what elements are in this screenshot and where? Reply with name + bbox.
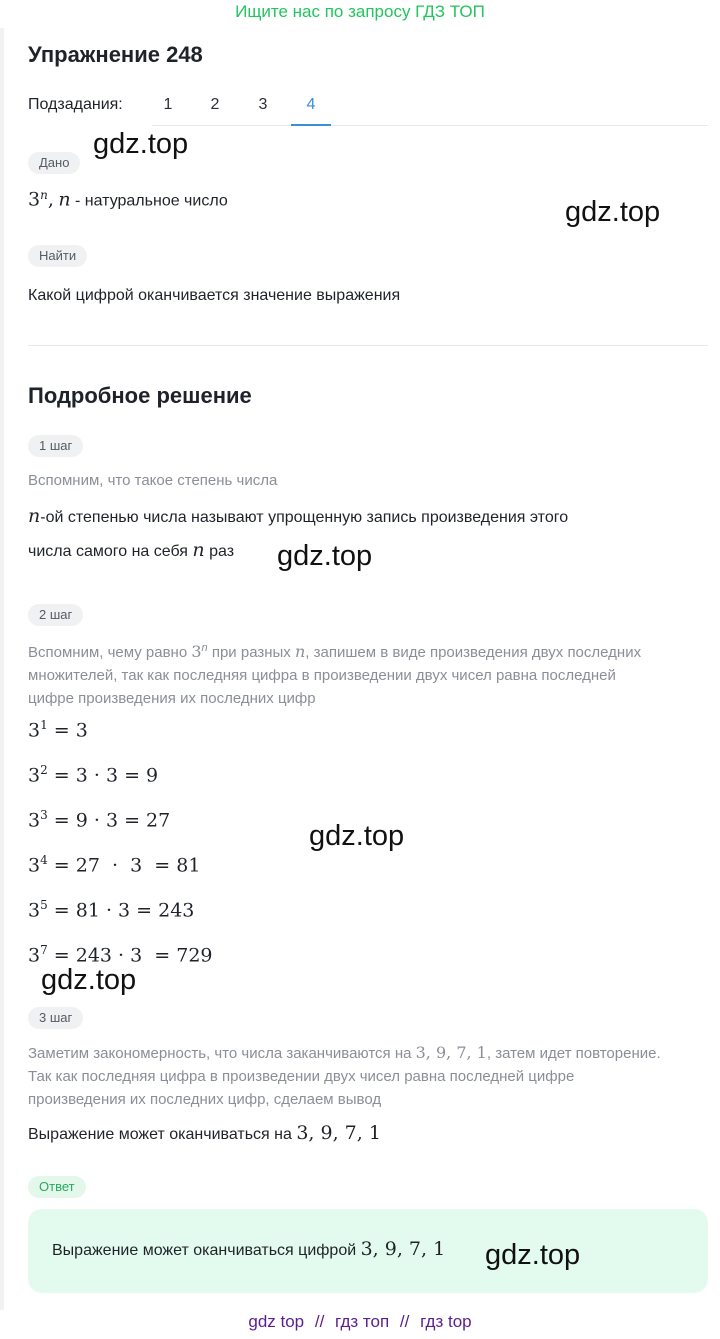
find-pill: Найти [28, 245, 87, 267]
watermark-text: gdz.top [277, 540, 373, 572]
equation-1-base: 3 [28, 719, 41, 742]
step1-hint: Вспомним, что такое степень числа [28, 472, 278, 489]
step1-section [28, 435, 83, 457]
step1-line2-text-b: раз [204, 543, 235, 560]
answer-pill: Ответ [28, 1176, 86, 1198]
find-section [28, 245, 87, 267]
tab-subtask-3[interactable]: 3 [258, 96, 268, 113]
step2-hint-base: 3 [191, 642, 202, 661]
equation-2-exponent: 2 [40, 763, 48, 777]
given-exponent: n [40, 188, 48, 202]
equation-5 [28, 898, 194, 921]
side-strip [0, 28, 4, 1310]
step2-hint-text-b: при разных [207, 644, 295, 661]
given-variable: n [58, 188, 71, 211]
footer-separator: // [399, 1312, 410, 1331]
tab-subtask-4[interactable]: 4 [306, 96, 316, 113]
step3-conclusion-numbers: 3, 9, 7, 1 [296, 1122, 381, 1144]
step3-hint-line2: Так как последняя цифра в произведении двух чисел равна последней цифре [28, 1068, 575, 1085]
solution-title: Подробное решение [28, 383, 252, 408]
step1-line2-text-a: числа самого на себя [28, 543, 193, 560]
step2-pill: 2 шаг [28, 604, 83, 626]
equation-2-base: 3 [28, 764, 41, 787]
equation-6-rhs: = 243 · 3 = 729 [47, 944, 213, 967]
step2-hint-line2: множителей, так как последняя цифра в произведении двух чисел равна последней [28, 667, 616, 684]
step1-line2 [28, 539, 234, 561]
tab-subtask-2[interactable]: 2 [210, 96, 220, 113]
equation-4-exponent: 4 [40, 853, 48, 867]
given-description: - натуральное число [70, 192, 228, 210]
step3-hint-line3: произведения их последних цифр, сделаем вывод [28, 1091, 382, 1108]
watermark-text: gdz.top [565, 196, 661, 228]
answer-text [52, 1238, 445, 1260]
equation-1 [28, 718, 88, 741]
step3-hint [28, 1041, 661, 1111]
given-text [28, 188, 228, 210]
step3-section [28, 1007, 83, 1029]
tab-subtask-1[interactable]: 1 [163, 96, 173, 113]
step1-line2-variable: n [192, 539, 205, 561]
watermark-text: gdz.top [41, 964, 137, 996]
step3-conclusion [28, 1122, 381, 1144]
given-section [28, 152, 80, 174]
equation-6-base: 3 [28, 944, 41, 967]
step3-conclusion-text: Выражение может оканчиваться на [28, 1126, 297, 1143]
footer-link-gdz-top-mixed[interactable]: гдз top [420, 1312, 472, 1331]
step2-hint-variable: n [294, 642, 306, 661]
answer-box [28, 1209, 708, 1293]
page-title: Упражнение 248 [28, 42, 203, 67]
watermark-text: gdz.top [93, 128, 189, 160]
equation-1-exponent: 1 [40, 718, 48, 732]
equation-2-rhs: = 3 · 3 = 9 [47, 764, 159, 787]
given-base: 3 [28, 188, 41, 211]
step3-hint-text-a: Заметим закономерность, что числа заканчиваются на [28, 1045, 416, 1062]
active-tab-indicator [291, 124, 331, 126]
step1-line1-text: -ой степенью числа называют упрощенную запись произведения этого [40, 509, 569, 526]
equation-1-rhs: = 3 [47, 719, 88, 742]
equation-3-base: 3 [28, 809, 41, 832]
equation-2 [28, 763, 158, 786]
step2-section [28, 604, 83, 626]
equation-4-rhs: = 27 · 3 = 81 [47, 854, 201, 877]
given-pill: Дано [28, 152, 80, 174]
step2-hint-text-c: , запишем в виде произведения двух последних [305, 644, 642, 661]
equation-3 [28, 808, 170, 831]
step3-hint-line1 [28, 1041, 661, 1065]
watermark-text: gdz.top [309, 820, 405, 852]
section-divider [28, 345, 708, 346]
footer-separator: // [314, 1312, 325, 1331]
step2-hint-line1 [28, 637, 641, 664]
step1-pill: 1 шаг [28, 435, 83, 457]
answer-text-label: Выражение может оканчиваться цифрой [52, 1242, 361, 1259]
equation-6 [28, 943, 213, 966]
step2-hint-text-a: Вспомним, чему равно [28, 644, 192, 661]
step2-hint-exponent: n [201, 642, 208, 654]
top-banner[interactable]: Ищите нас по запросу ГДЗ ТОП [235, 2, 485, 21]
step3-hint-text-b: , затем идет повторение. [486, 1045, 661, 1062]
footer-link-gdz-top-ru[interactable]: гдз топ [335, 1312, 390, 1331]
equation-4 [28, 853, 200, 876]
watermark-text: gdz.top [485, 1239, 581, 1271]
footer-links [0, 1312, 720, 1332]
step1-variable: n [28, 505, 41, 527]
answer-section [28, 1176, 86, 1198]
equation-5-base: 3 [28, 899, 41, 922]
footer-link-gdz-top[interactable]: gdz top [248, 1312, 305, 1331]
tabs-divider [152, 125, 708, 126]
equation-3-rhs: = 9 · 3 = 27 [47, 809, 171, 832]
equation-5-exponent: 5 [40, 898, 48, 912]
equation-4-base: 3 [28, 854, 41, 877]
step3-pill: 3 шаг [28, 1007, 83, 1029]
subtasks-label: Подзадания: [28, 96, 123, 113]
equation-5-rhs: = 81 · 3 = 243 [47, 899, 195, 922]
equation-3-exponent: 3 [40, 808, 48, 822]
equation-6-exponent: 7 [40, 943, 48, 957]
step2-hint [28, 637, 641, 710]
step3-hint-numbers: 3, 9, 7, 1 [415, 1043, 487, 1062]
step1-line1 [28, 505, 568, 527]
step2-hint-line3: цифре произведения их последних цифр [28, 690, 316, 707]
given-separator: , [47, 188, 54, 211]
answer-numbers: 3, 9, 7, 1 [360, 1238, 446, 1260]
find-text: Какой цифрой оканчивается значение выражения [28, 287, 401, 304]
